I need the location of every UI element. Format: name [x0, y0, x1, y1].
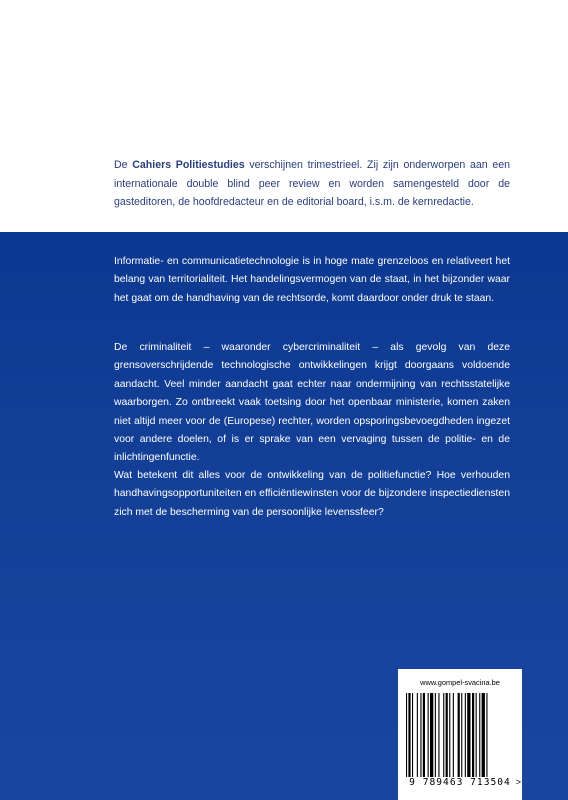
series-title: Cahiers Politiestudies — [132, 159, 245, 171]
intro-paragraph — [114, 156, 510, 212]
body-paragraph-1: Informatie- en communicatietechnologie is in hoge mate grenzeloos en relativeert het belang van territorialiteit. Het handelingsvermogen van de staat, in het bijzonder waar het gaat om de handhaving van de rechtsorde, komt daardoor onder druk te staan. — [114, 256, 510, 304]
body-paragraph-2: De criminaliteit – waaronder cybercriminaliteit – als gevolg van deze grensoverschrijdende technologische ontwikkelingen krijgt doorgaans voldoende aandacht. Veel minder aandacht gaat echter naar ondermijning van rechtsstatelijke waarborgen. Zo ontbreekt vaak toetsing door het openbaar ministerie, komen zaken niet altijd meer voor de (Europese) rechter, worden opsporingsbevoegdheden ingezet voor andere doelen, of is er sprake van een vervaging tussen de politie- en de inlichtingenfunctie. — [114, 342, 510, 464]
publisher-url: www.gompel-svacina.be — [420, 678, 500, 687]
body-paragraph-3: Wat betekent dit alles voor de ontwikkeling van de politiefunctie? Hoe verhouden handhavingsopportuniteiten en efficiëntiewinsten voor de bijzondere inspectiediensten zich met de bescherming van de persoonlijke levenssfeer? — [114, 470, 510, 518]
barcode-icon — [404, 693, 516, 777]
top-white-panel — [0, 0, 568, 232]
intro-rest: verschijnen trimestrieel. Zij zijn onderworpen aan een internationale double blind peer review en worden samengesteld door de gasteditoren, de hoofdredacteur en de editorial board, i.s.m. de kernredactie. — [114, 159, 510, 209]
barcode-panel — [398, 669, 522, 800]
quiet-zone-marker: > — [515, 777, 521, 787]
intro-lead: De — [114, 159, 133, 171]
isbn-number: 9 789463 713504 — [409, 777, 511, 788]
